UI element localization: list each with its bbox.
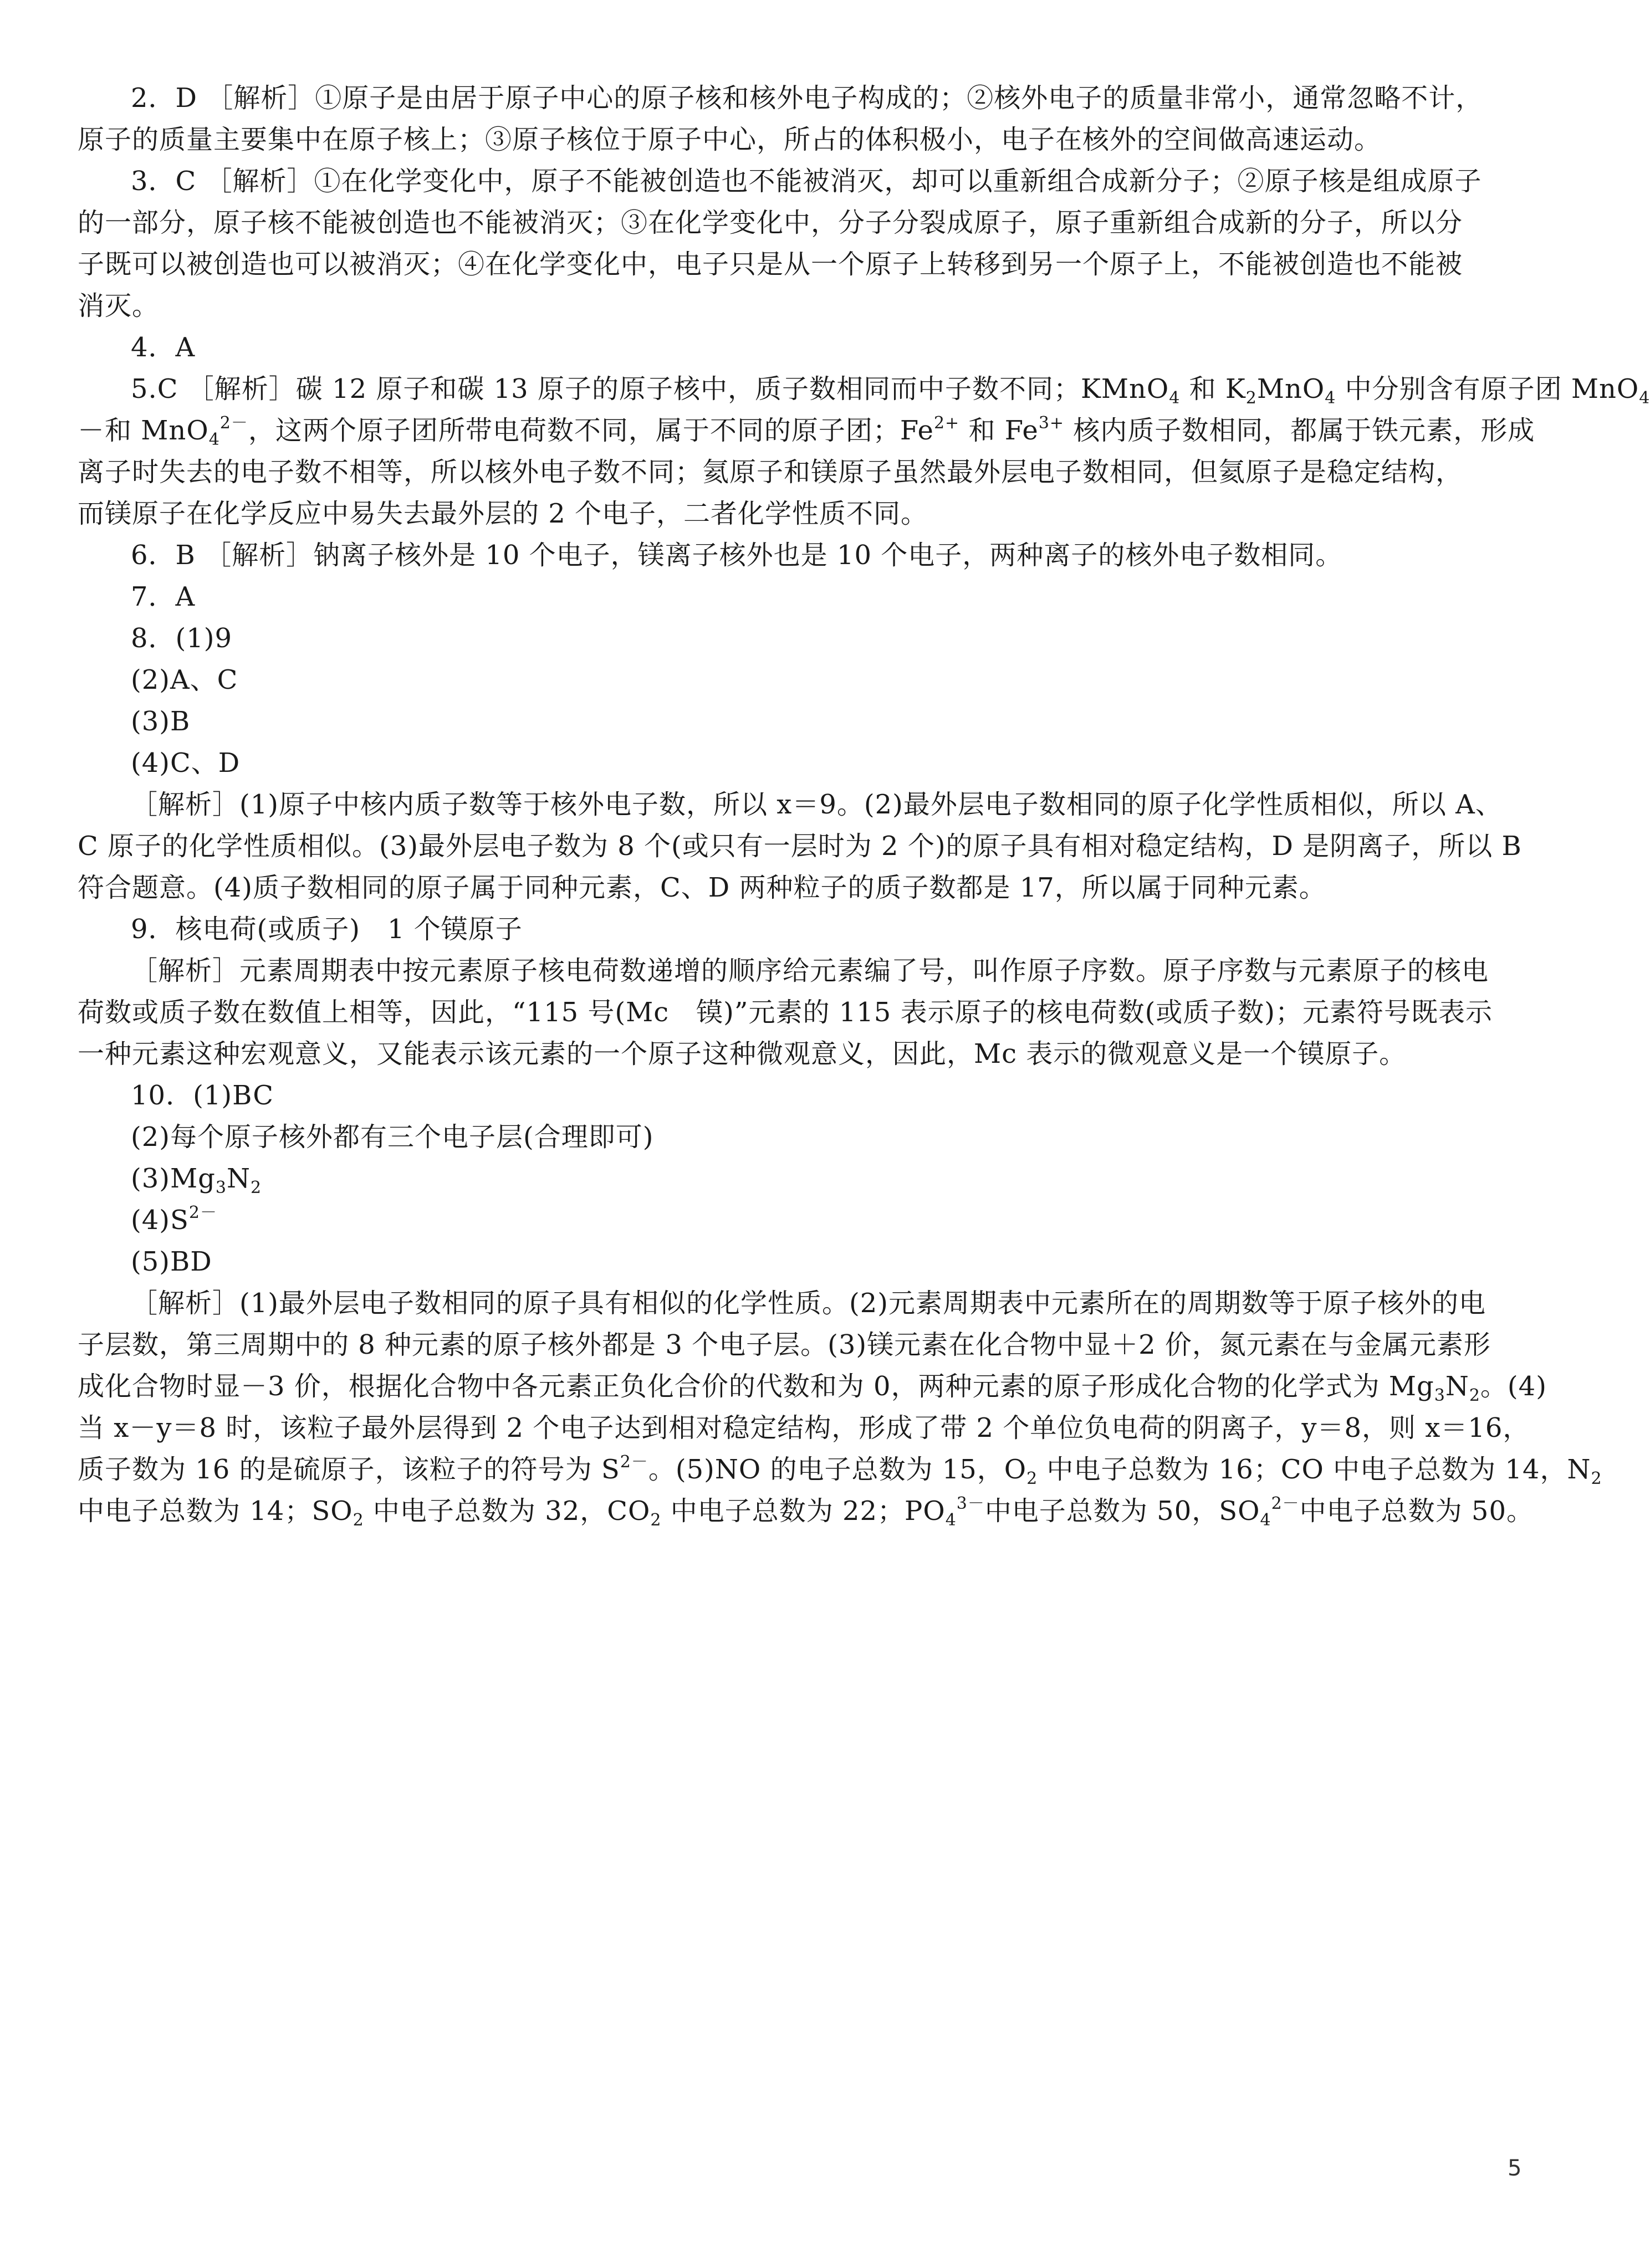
- text-segment: 成化合物时显－3 价，根据化合物中各元素正负化合价的代数和为 0，两种元素的原子形成化合物的化学式为 Mg: [78, 1371, 1434, 1402]
- text-segment: ［解析］(1)原子中核内质子数等于核外电子数，所以 x＝9。(2)最外层电子数相同的原子化学性质相似，所以 A、: [131, 789, 1503, 820]
- text-segment: (2)A、C: [131, 664, 238, 695]
- text-segment: 中分别含有原子团 MnO: [1336, 373, 1639, 405]
- subscript: 4: [208, 430, 220, 449]
- text-segment: 离子时失去的电子数不相等，所以核外电子数不同；氦原子和镁原子虽然最外层电子数相同，但氦原子是稳定结构，: [78, 457, 1463, 488]
- superscript: 3－: [956, 1494, 985, 1513]
- text-line: [78, 1449, 1602, 1491]
- text-segment: 核内质子数相同，都属于铁元素，形成: [1064, 415, 1535, 446]
- subscript: 3: [215, 1178, 227, 1197]
- text-line: [78, 327, 1530, 368]
- text-segment: 3．C ［解析］①在化学变化中，原子不能被创造也不能被消灭，却可以重新组合成新分子；②原子核是组成原子: [131, 166, 1482, 197]
- subscript: 3: [1434, 1386, 1445, 1405]
- text-segment: (3)B: [131, 706, 191, 737]
- text-segment: ，这两个原子团所带电荷数不同，属于不同的原子团；Fe: [248, 415, 934, 446]
- text-segment: (2)每个原子核外都有三个电子层(合理即可): [131, 1122, 654, 1153]
- subscript: 2: [650, 1511, 662, 1530]
- subscript: 2: [250, 1178, 262, 1197]
- text-segment: 中电子总数为 32，CO: [364, 1496, 651, 1527]
- text-segment: 当 x－y＝8 时，该粒子最外层得到 2 个电子达到相对稳定结构，形成了带 2 个单位负电荷的阴离子，y＝8，则 x＝16，: [78, 1412, 1530, 1443]
- text-segment: 一种元素这种宏观意义，又能表示该元素的一个原子这种微观意义，因此，Mc 表示的微观意义是一个镆原子。: [78, 1038, 1407, 1069]
- text-line: [78, 909, 1530, 950]
- text-segment: C 原子的化学性质相似。(3)最外层电子数为 8 个(或只有一层时为 2 个)的原子具有相对稳定结构，D 是阴离子，所以 B: [78, 831, 1522, 862]
- text-line: [78, 493, 1530, 535]
- subscript: 4: [1639, 388, 1650, 408]
- text-line: [78, 950, 1530, 992]
- text-line: [78, 1491, 1534, 1532]
- text-line: [78, 1366, 1547, 1407]
- text-line: [78, 659, 1530, 701]
- superscript: 2－: [219, 413, 248, 433]
- text-line: [78, 161, 1530, 202]
- text-line: [78, 285, 1530, 327]
- text-segment: ［解析］(1)最外层电子数相同的原子具有相似的化学性质。(2)元素周期表中元素所在的周期数等于原子核外的电: [131, 1288, 1486, 1319]
- answer-document: [78, 78, 1650, 1532]
- superscript: 2－: [1271, 1494, 1300, 1513]
- text-line: [78, 202, 1530, 244]
- text-segment: 中电子总数为 50，SO: [984, 1496, 1260, 1527]
- text-line: [78, 784, 1530, 826]
- text-segment: 10．(1)BC: [131, 1080, 274, 1111]
- text-line: [78, 576, 1530, 618]
- text-segment: 质子数为 16 的是硫原子，该粒子的符号为 S: [78, 1454, 620, 1485]
- text-segment: MnO: [1256, 373, 1325, 405]
- text-segment: 8．(1)9: [131, 623, 233, 654]
- text-segment: －和 MnO: [78, 415, 209, 446]
- text-line: [78, 368, 1650, 410]
- subscript: 4: [1260, 1511, 1271, 1530]
- text-line: [78, 992, 1530, 1033]
- text-line: [78, 244, 1530, 285]
- page-number: 5: [1508, 2156, 1522, 2181]
- text-line: [78, 1241, 1530, 1283]
- text-segment: N: [226, 1163, 251, 1194]
- text-line: [78, 535, 1530, 576]
- text-line: [78, 867, 1530, 909]
- text-line: [78, 1324, 1530, 1366]
- subscript: 4: [945, 1511, 957, 1530]
- text-line: [78, 1283, 1530, 1324]
- text-segment: 和 Fe: [959, 415, 1039, 446]
- text-segment: 荷数或质子数在数值上相等，因此，“115 号(Mc 镆)”元素的 115 表示原子的核电荷数(或质子数)；元素符号既表示: [78, 997, 1493, 1028]
- text-segment: 子层数，第三周期中的 8 种元素的原子核外都是 3 个电子层。(3)镁元素在化合物中显＋2 价，氮元素在与金属元素形: [78, 1329, 1491, 1360]
- superscript: 3+: [1038, 413, 1065, 433]
- text-segment: 和 K: [1180, 373, 1246, 405]
- text-segment: 5.C ［解析］碳 12 原子和碳 13 原子的原子核中，质子数相同而中子数不同；KMnO: [131, 373, 1169, 405]
- text-segment: 原子的质量主要集中在原子核上；③原子核位于原子中心，所占的体积极小，电子在核外的空间做高速运动。: [78, 124, 1382, 155]
- text-segment: 9．核电荷(或质子) 1 个镆原子: [131, 914, 523, 945]
- text-segment: 而镁原子在化学反应中易失去最外层的 2 个电子，二者化学性质不同。: [78, 498, 928, 529]
- text-line: [78, 1158, 1530, 1200]
- subscript: 2: [1469, 1386, 1480, 1405]
- text-segment: 中电子总数为 14；SO: [78, 1496, 353, 1527]
- text-segment: 2．D ［解析］①原子是由居于原子中心的原子核和核外电子构成的；②核外电子的质量非常小，通常忽略不计，: [131, 83, 1483, 114]
- text-segment: 。(4): [1480, 1371, 1547, 1402]
- text-line: [78, 1407, 1530, 1449]
- text-segment: 4．A: [131, 332, 196, 363]
- text-segment: 6．B ［解析］钠离子核外是 10 个电子，镁离子核外也是 10 个电子，两种离子的核外电子数相同。: [131, 540, 1343, 571]
- text-segment: 中电子总数为 50。: [1299, 1496, 1534, 1527]
- subscript: 2: [1591, 1469, 1602, 1488]
- text-segment: (3)Mg: [131, 1163, 216, 1194]
- text-line: [78, 1117, 1530, 1158]
- text-line: [78, 743, 1530, 784]
- text-segment: 消灭。: [78, 290, 160, 321]
- text-line: [78, 119, 1530, 161]
- text-segment: 中电子总数为 16；CO 中电子总数为 14，N: [1038, 1454, 1591, 1485]
- text-segment: 7．A: [131, 581, 196, 612]
- text-line: [78, 701, 1530, 743]
- text-segment: ［解析］元素周期表中按元素原子核电荷数递增的顺序给元素编了号，叫作原子序数。原子序数与元素原子的核电: [131, 955, 1489, 986]
- superscript: 2+: [933, 413, 960, 433]
- text-line: [78, 410, 1535, 452]
- text-line: [78, 618, 1530, 659]
- text-segment: N: [1445, 1371, 1469, 1402]
- text-line: [78, 452, 1530, 493]
- text-segment: (5)BD: [131, 1246, 212, 1277]
- text-line: [78, 1033, 1530, 1075]
- text-segment: (4)S: [131, 1205, 189, 1236]
- text-segment: 的一部分，原子核不能被创造也不能被消灭；③在化学变化中，分子分裂成原子，原子重新组合成新的分子，所以分: [78, 207, 1463, 238]
- text-line: [78, 78, 1530, 119]
- text-segment: (4)C、D: [131, 748, 241, 779]
- subscript: 2: [1026, 1469, 1038, 1488]
- text-segment: 子既可以被创造也可以被消灭；④在化学变化中，电子只是从一个原子上转移到另一个原子上，不能被创造也不能被: [78, 249, 1463, 280]
- text-line: [78, 826, 1530, 867]
- subscript: 4: [1325, 388, 1336, 408]
- text-segment: 。(5)NO 的电子总数为 15，O: [648, 1454, 1027, 1485]
- subscript: 2: [1245, 388, 1257, 408]
- text-line: [78, 1075, 1530, 1117]
- text-segment: 中电子总数为 22；PO: [661, 1496, 946, 1527]
- subscript: 2: [353, 1511, 364, 1530]
- superscript: 2－: [188, 1203, 217, 1222]
- superscript: 2－: [620, 1452, 648, 1472]
- subscript: 4: [1169, 388, 1181, 408]
- text-line: [78, 1200, 1530, 1241]
- text-segment: 符合题意。(4)质子数相同的原子属于同种元素，C、D 两种粒子的质子数都是 17，所以属于同种元素。: [78, 872, 1326, 903]
